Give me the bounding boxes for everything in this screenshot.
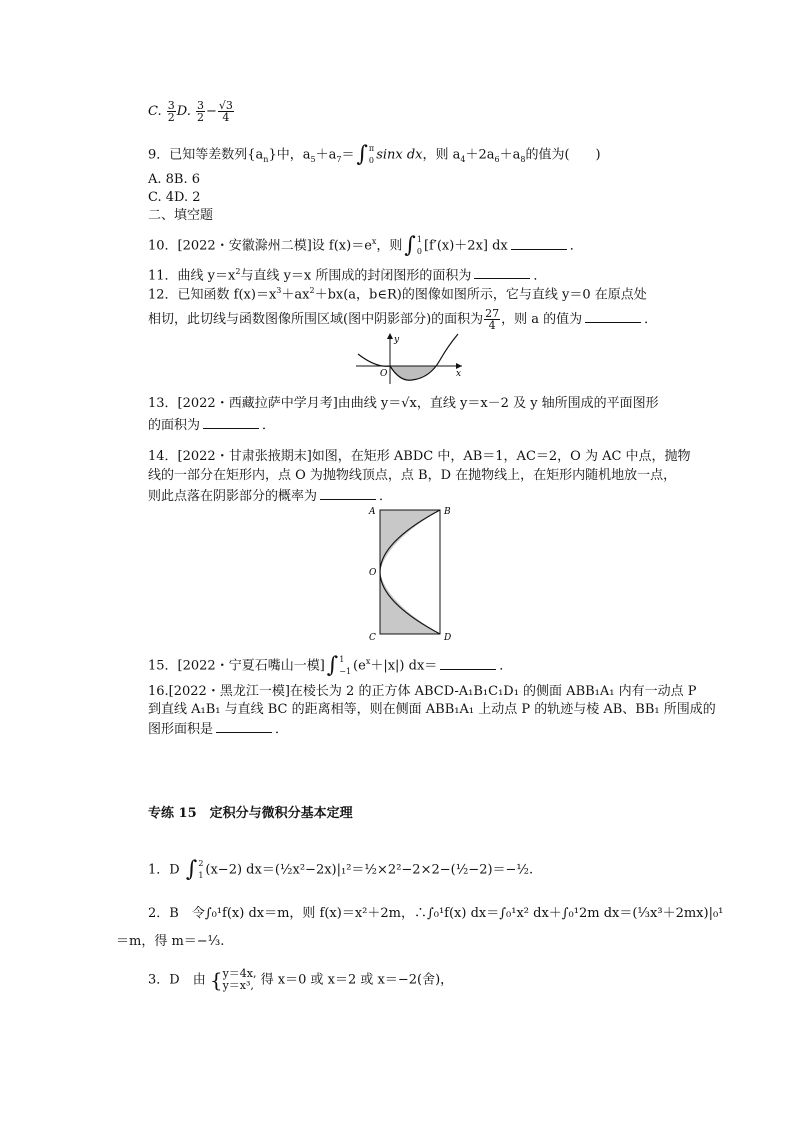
label-c: C (369, 633, 376, 642)
answer-blank[interactable] (320, 487, 376, 500)
question-9: 9．已知等差数列$\{a_n\}$中，$a_5+a_7=\int$ π 0 sinx dx，则 $a_4+2a_6+a_8$的值为( ) (148, 142, 601, 167)
answer-blank[interactable] (511, 237, 567, 250)
origin-label: O (380, 369, 388, 379)
answer-2-line-2: ＝m，得 m＝−⅓. (116, 934, 225, 949)
question-13-line-2: 的面积为 ． (148, 418, 276, 433)
question-13-line-1: 13．[2022・西藏拉萨中学月考]由曲线 y＝√x，直线 y＝x－2 及 y 轴所围成的平面图形 (148, 396, 659, 411)
q9-options-1: A. 8B. 6 (148, 172, 201, 187)
answer-blank[interactable] (203, 416, 259, 429)
shaded-top (380, 510, 440, 572)
question-15: 15．[2022・宁夏石嘴山一模]∫ 1 −1 $(e^x+|x|)$ dx＝ ． (148, 653, 513, 678)
answer-blank[interactable] (440, 657, 496, 670)
integral-sign: ∫ (404, 233, 416, 258)
equation-system: y＝4x, y＝x³, (222, 967, 257, 992)
label-b: B (444, 507, 451, 517)
q12-cubic-figure (350, 330, 470, 386)
option-c-label: C. (148, 104, 162, 119)
section-fill-in-title: 二、填空题 (148, 208, 214, 223)
x-label: x (456, 369, 462, 379)
q9-options-2: C. 4D. 2 (148, 190, 201, 205)
system-brace: { (209, 968, 223, 992)
option-d-label: D. (176, 104, 191, 119)
label-d: D (444, 633, 452, 642)
answer-blank[interactable] (585, 310, 641, 323)
label-a: A (369, 507, 376, 517)
question-12-line-2: 相切，此切线与函数图像所围区域(图中阴影部分)的面积为 $\frac{27}{4}$ ，则 a 的值为 ． (148, 307, 658, 332)
answer-1: 1．D ∫ 2 1 (x−2) dx＝(½x²−2x)|₁²＝½×2²−2×2−(½−2)＝−½. (148, 857, 534, 882)
question-16-line-2: 到直线 A₁B₁ 与直线 BC 的距离相等，则在侧面 ABB₁A₁ 上动点 P 的轨迹与棱 AB、BB₁ 所围成的 (148, 702, 716, 717)
answer-3: 3．D 由 { y＝4x, y＝x³, 得 x＝0 或 x＝2 或 x＝−2(舍)， (148, 967, 454, 992)
integral-sign: ∫ (326, 653, 339, 678)
label-o: O (369, 568, 377, 578)
question-11: 11．曲线 $y=x^2$与直线 y＝x 所围成的封闭图形的面积为 ． (148, 267, 547, 284)
shaded-bottom (380, 572, 440, 634)
question-14-line-3: 则此点落在阴影部分的概率为 ． (148, 489, 393, 504)
question-14-line-2: 线的一部分在矩形内，点 O 为抛物线顶点，点 B，D 在抛物线上，在矩形内随机地放一点， (148, 468, 677, 483)
question-12-line-1: 12．已知函数 $f(x)=x^3+ax^2+bx(a$，b∈R)的图像如图所示，它与直线 y＝0 在原点处 (148, 286, 647, 303)
q14-rectangle-parabola-figure (366, 502, 458, 642)
question-16-line-1: 16.[2022・黑龙江一模]在棱长为 2 的正方体 ABCD-A₁B₁C₁D₁ 的侧面 ABB₁A₁ 内有一动点 P (148, 684, 697, 699)
y-label: y (394, 335, 400, 345)
answer-blank[interactable] (216, 720, 272, 733)
question-14-line-1: 14．[2022・甘肃张掖期末]如图，在矩形 ABDC 中，AB＝1，AC＝2，O 为 AC 中点，抛物 (148, 449, 691, 464)
question-16-line-3: 图形面积是 ． (148, 722, 289, 737)
answer-2-line-1: 2．B 令∫₀¹f(x) dx＝m，则 f(x)＝x²＋2m，∴∫₀¹f(x) dx＝∫₀¹x² dx＋∫₀¹2m dx＝(⅓x³＋2mx)|₀¹ (148, 906, 724, 921)
option-c-fraction: $\frac{3}{2}$ (167, 99, 175, 124)
answer-blank[interactable] (474, 266, 530, 279)
answer-section-title: 专练 15 定积分与微积分基本定理 (148, 806, 353, 821)
integral-sign: ∫ (185, 857, 198, 882)
y-axis-arrow (387, 333, 393, 339)
integral-sign: ∫ (356, 142, 368, 167)
q8-options: C. $\frac{3}{2}$ D. $\frac{3}{2}$ − $\frac{√3}{4}$ (148, 99, 233, 124)
question-10: 10．[2022・安徽滁州二模]设 $f(x)=e^x$，则∫ 1 0 [f′(x)＋2x] dx ． (148, 233, 583, 258)
